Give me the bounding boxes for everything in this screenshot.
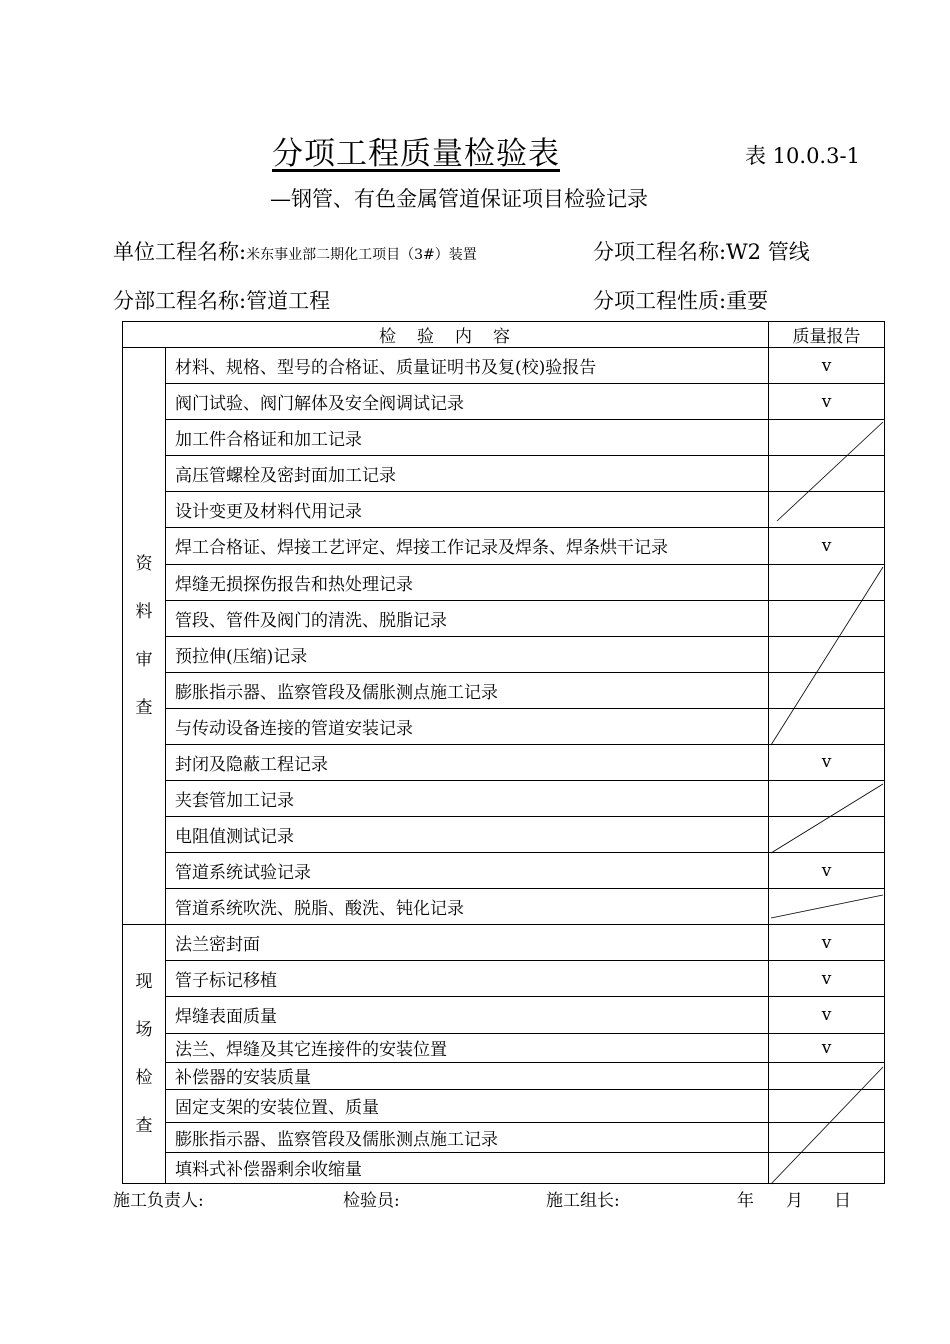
table-row — [123, 384, 885, 420]
report-cell — [769, 600, 885, 636]
date-month-label: 月 — [786, 1191, 803, 1211]
item-cell: 管子标记移植 — [166, 961, 769, 997]
item-cell: 焊工合格证、焊接工艺评定、焊接工作记录及焊条、焊条烘干记录 — [166, 528, 769, 564]
table-row — [123, 528, 885, 564]
table-row — [123, 1122, 885, 1152]
report-cell: v — [769, 853, 885, 889]
report-cell — [769, 1122, 885, 1152]
table-row — [123, 708, 885, 744]
nature-value: 重要 — [726, 289, 769, 313]
inspection-table — [122, 321, 885, 1184]
table-row — [123, 1089, 885, 1122]
content-column-header: 检 验 内 容 — [123, 322, 769, 348]
report-cell: v — [769, 348, 885, 384]
item-cell: 管道系统试验记录 — [166, 853, 769, 889]
report-cell — [769, 889, 885, 925]
inspector-label: 检验员: — [343, 1191, 400, 1211]
item-cell: 加工件合格证和加工记录 — [166, 420, 769, 456]
item-cell: 补偿器的安装质量 — [166, 1062, 769, 1089]
table-row — [123, 600, 885, 636]
page-title: 分项工程质量检验表 — [272, 136, 560, 172]
item-cell: 设计变更及材料代用记录 — [166, 492, 769, 528]
item-cell: 管道系统吹洗、脱脂、酸洗、钝化记录 — [166, 889, 769, 925]
division-label: 分部工程名称: — [113, 289, 247, 313]
item-cell: 阀门试验、阀门解体及安全阀调试记录 — [166, 384, 769, 420]
date-day-label: 日 — [834, 1191, 851, 1211]
section-label-site-inspection: 现 场 检 查 — [123, 925, 166, 1184]
table-row — [123, 1062, 885, 1089]
table-row — [123, 780, 885, 816]
report-cell — [769, 1089, 885, 1122]
report-cell — [769, 1152, 885, 1183]
table-row — [123, 1152, 885, 1183]
report-cell: v — [769, 528, 885, 564]
report-cell: v — [769, 925, 885, 961]
report-cell: v — [769, 744, 885, 780]
team-leader-label: 施工组长: — [546, 1191, 620, 1211]
table-row — [123, 564, 885, 600]
report-cell — [769, 456, 885, 492]
date-year-label: 年 — [737, 1191, 754, 1211]
unit-project-field — [113, 236, 477, 266]
item-cell: 填料式补偿器剩余收缩量 — [166, 1152, 769, 1183]
report-column-header: 质量报告 — [769, 322, 885, 348]
item-cell: 封闭及隐蔽工程记录 — [166, 744, 769, 780]
item-cell: 焊缝表面质量 — [166, 997, 769, 1033]
item-cell: 膨胀指示器、监察管段及儒胀测点施工记录 — [166, 672, 769, 708]
page-subtitle: —钢管、有色金属管道保证项目检验记录 — [270, 187, 648, 211]
unit-project-label: 单位工程名称: — [113, 240, 247, 264]
report-cell — [769, 780, 885, 816]
table-row — [123, 744, 885, 780]
table-row — [123, 1033, 885, 1062]
table-row — [123, 636, 885, 672]
construction-lead-label: 施工负责人: — [113, 1191, 204, 1211]
report-cell: v — [769, 997, 885, 1033]
form-number: 表 10.0.3-1 — [745, 144, 860, 168]
table-row — [123, 456, 885, 492]
item-cell: 管段、管件及阀门的清洗、脱脂记录 — [166, 600, 769, 636]
item-cell: 法兰、焊缝及其它连接件的安装位置 — [166, 1033, 769, 1062]
item-cell: 法兰密封面 — [166, 925, 769, 961]
report-cell — [769, 1062, 885, 1089]
section-label-document-review: 资 料 审 查 — [123, 348, 166, 925]
table-header-row — [123, 322, 885, 348]
report-cell — [769, 672, 885, 708]
report-cell — [769, 636, 885, 672]
item-cell: 电阻值测试记录 — [166, 817, 769, 853]
unit-project-value: 米东事业部二期化工项目（3#）装置 — [246, 247, 477, 263]
table-row — [123, 348, 885, 384]
report-cell — [769, 708, 885, 744]
report-cell — [769, 420, 885, 456]
report-cell — [769, 817, 885, 853]
report-cell: v — [769, 384, 885, 420]
table-row — [123, 961, 885, 997]
sub-item-label: 分项工程名称: — [593, 240, 727, 264]
report-cell: v — [769, 961, 885, 997]
nature-field — [593, 285, 768, 315]
item-cell: 预拉伸(压缩)记录 — [166, 636, 769, 672]
table-row — [123, 817, 885, 853]
report-cell — [769, 564, 885, 600]
item-cell: 固定支架的安装位置、质量 — [166, 1089, 769, 1122]
table-row — [123, 997, 885, 1033]
item-cell: 膨胀指示器、监察管段及儒胀测点施工记录 — [166, 1122, 769, 1152]
table-row — [123, 492, 885, 528]
report-cell: v — [769, 1033, 885, 1062]
table-row — [123, 420, 885, 456]
item-cell: 与传动设备连接的管道安装记录 — [166, 708, 769, 744]
nature-label: 分项工程性质: — [593, 289, 727, 313]
item-cell: 材料、规格、型号的合格证、质量证明书及复(校)验报告 — [166, 348, 769, 384]
table-row — [123, 853, 885, 889]
sub-item-value: W2 管线 — [726, 240, 810, 264]
table-row — [123, 925, 885, 961]
sub-item-field — [593, 236, 810, 266]
item-cell: 焊缝无损探伤报告和热处理记录 — [166, 564, 769, 600]
item-cell: 高压管螺栓及密封面加工记录 — [166, 456, 769, 492]
division-field — [113, 285, 330, 315]
report-cell — [769, 492, 885, 528]
table-row — [123, 889, 885, 925]
table-row — [123, 672, 885, 708]
item-cell: 夹套管加工记录 — [166, 780, 769, 816]
division-value: 管道工程 — [246, 289, 331, 313]
